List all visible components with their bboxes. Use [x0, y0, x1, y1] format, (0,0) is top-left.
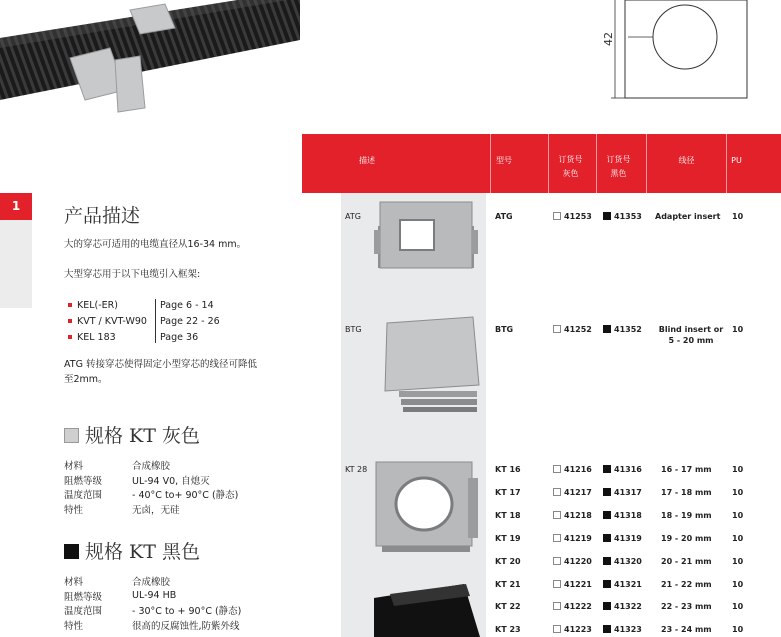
order-black-cell — [603, 534, 642, 543]
table-row — [341, 580, 781, 600]
black-checkbox-icon — [603, 602, 611, 610]
order-black-cell — [603, 625, 642, 634]
header-order-black — [596, 134, 640, 193]
corrugated-tube-photo — [0, 0, 300, 128]
spec-value: UL-94 HB — [132, 590, 177, 602]
pu-cell: 10 — [732, 511, 744, 520]
table-row — [341, 325, 781, 345]
order-grey-number: 41220 — [564, 557, 592, 566]
cable-cell: 22 - 23 mm — [661, 602, 712, 611]
spec-value: - 40°C to+ 90°C (静态) — [132, 490, 239, 502]
order-black-cell — [603, 325, 642, 334]
model-cell: KT 16 — [495, 465, 521, 474]
grey-square-icon — [64, 428, 79, 443]
order-grey-number: 41217 — [564, 488, 592, 497]
atg-note-line2: 至2mm。 — [64, 374, 108, 385]
spec-grey-title — [64, 421, 200, 448]
spec-value: UL-94 V0, 自熄灭 — [132, 475, 210, 487]
cable-cell: 20 - 21 mm — [661, 557, 712, 566]
header-description: 描述 — [359, 156, 375, 165]
order-black-cell — [603, 511, 642, 520]
order-black-number: 41322 — [614, 602, 642, 611]
spec-row — [64, 603, 241, 618]
page-reference: Page 22 - 26 — [160, 315, 220, 327]
list-item — [68, 297, 147, 313]
grey-checkbox-icon — [553, 580, 561, 588]
model-cell: KT 18 — [495, 511, 521, 520]
spec-value: 很高的反腐蚀性,防紫外线 — [132, 620, 240, 632]
spec-row — [64, 574, 241, 589]
frame-name: KEL(-ER) — [77, 299, 118, 311]
black-checkbox-icon — [603, 511, 611, 519]
pu-cell: 10 — [732, 534, 744, 543]
bullet-icon — [68, 319, 72, 323]
order-grey-cell — [553, 511, 592, 520]
black-checkbox-icon — [603, 557, 611, 565]
order-black-cell — [603, 465, 642, 474]
order-grey-cell — [553, 325, 592, 334]
pu-cell: 10 — [732, 557, 744, 566]
header-cable: 线径 — [646, 134, 726, 193]
table-header — [302, 134, 781, 193]
model-cell: KT 17 — [495, 488, 521, 497]
section-number-tab: 1 — [0, 193, 32, 220]
model-cell: KT 21 — [495, 580, 521, 589]
spec-black-title — [64, 537, 200, 564]
order-black-number: 41321 — [614, 580, 642, 589]
spec-key: 特性 — [64, 620, 84, 632]
black-checkbox-icon — [603, 212, 611, 220]
spec-value: - 30°C to + 90°C (静态) — [132, 606, 242, 618]
spec-key: 材料 — [64, 577, 84, 589]
order-black-number: 41317 — [614, 488, 642, 497]
bullet-icon — [68, 335, 72, 339]
spec-row — [64, 458, 238, 473]
table-row — [341, 625, 781, 637]
spec-grey-title-text: 规格 KT 灰色 — [85, 425, 200, 447]
pu-cell: 10 — [732, 602, 744, 611]
table-row — [341, 557, 781, 577]
description-line2: 大型穿芯用于以下电缆引入框架: — [64, 269, 201, 280]
grey-checkbox-icon — [553, 625, 561, 633]
bullet-icon — [68, 303, 72, 307]
order-black-number: 41318 — [614, 511, 642, 520]
spec-key: 阻燃等级 — [64, 591, 103, 603]
order-black-cell — [603, 602, 642, 611]
header-order-black-line2: 黑色 — [610, 169, 627, 178]
cable-cell: 16 - 17 mm — [661, 465, 712, 474]
order-grey-cell — [553, 580, 592, 589]
grey-checkbox-icon — [553, 511, 561, 519]
grey-checkbox-icon — [553, 557, 561, 565]
grey-checkbox-icon — [553, 488, 561, 496]
spec-grey-table — [64, 458, 238, 516]
product-label: ATG — [345, 212, 361, 221]
grey-checkbox-icon — [553, 534, 561, 542]
order-grey-number: 41252 — [564, 325, 592, 334]
black-checkbox-icon — [603, 465, 611, 473]
spec-key: 材料 — [64, 461, 84, 473]
table-row — [341, 488, 781, 508]
model-cell: KT 20 — [495, 557, 521, 566]
pu-cell: 10 — [732, 580, 744, 589]
black-checkbox-icon — [603, 580, 611, 588]
list-item — [68, 313, 147, 329]
header-order-black-line1: 订货号 — [606, 155, 631, 164]
pu-cell: 10 — [732, 465, 744, 474]
pu-cell: 10 — [732, 325, 744, 334]
order-grey-number: 41253 — [564, 212, 592, 221]
cable-cell: 18 - 19 mm — [661, 511, 712, 520]
spec-key: 阻燃等级 — [64, 475, 103, 487]
pu-cell: 10 — [732, 625, 744, 634]
page-reference: Page 6 - 14 — [160, 299, 214, 311]
black-checkbox-icon — [603, 488, 611, 496]
black-checkbox-icon — [603, 534, 611, 542]
pu-cell: 10 — [732, 212, 744, 221]
header-order-grey — [548, 134, 592, 193]
cable-cell: 19 - 20 mm — [661, 534, 712, 543]
spec-row — [64, 473, 238, 488]
header-model: 型号 — [490, 134, 540, 193]
order-grey-cell — [553, 625, 592, 634]
grey-checkbox-icon — [553, 602, 561, 610]
product-label: BTG — [345, 325, 362, 334]
list-item — [68, 329, 147, 345]
order-grey-cell — [553, 557, 592, 566]
spec-key: 温度范围 — [64, 606, 103, 618]
header-order-grey-line2: 灰色 — [562, 169, 579, 178]
spec-row — [64, 589, 241, 604]
table-row — [341, 465, 781, 485]
table-row — [341, 511, 781, 531]
cable-cell: 17 - 18 mm — [661, 488, 712, 497]
cable-cell: 21 - 22 mm — [661, 580, 712, 589]
order-black-number: 41323 — [614, 625, 642, 634]
order-black-cell — [603, 557, 642, 566]
spec-value: 合成橡胶 — [132, 461, 171, 473]
spec-value: 无卤，无硅 — [132, 504, 180, 516]
black-checkbox-icon — [603, 325, 611, 333]
order-black-cell — [603, 488, 642, 497]
order-black-number: 41320 — [614, 557, 642, 566]
cable-line2: 5 - 20 mm — [668, 336, 714, 345]
frame-pages — [160, 297, 220, 345]
model-cell: BTG — [495, 325, 514, 334]
order-grey-number: 41223 — [564, 625, 592, 634]
table-row — [341, 534, 781, 554]
spec-black-title-text: 规格 KT 黑色 — [85, 541, 200, 563]
model-cell: KT 19 — [495, 534, 521, 543]
spec-black-table — [64, 574, 241, 632]
model-cell: KT 22 — [495, 602, 521, 611]
order-black-number: 41319 — [614, 534, 642, 543]
order-grey-number: 41222 — [564, 602, 592, 611]
black-square-icon — [64, 544, 79, 559]
black-checkbox-icon — [603, 625, 611, 633]
order-grey-cell — [553, 212, 592, 221]
pu-cell: 10 — [732, 488, 744, 497]
spec-row — [64, 502, 238, 517]
order-grey-number: 41219 — [564, 534, 592, 543]
spec-key: 温度范围 — [64, 490, 103, 502]
description-title: 产品描述 — [64, 205, 141, 227]
page-reference: Page 36 — [160, 331, 199, 343]
list-divider — [155, 299, 156, 343]
section-side-bar — [0, 220, 32, 308]
order-grey-cell — [553, 602, 592, 611]
order-black-cell — [603, 212, 642, 221]
cable-cell — [655, 325, 727, 345]
table-row — [341, 602, 781, 622]
header-pu: PU — [726, 134, 746, 193]
order-grey-cell — [553, 534, 592, 543]
grey-checkbox-icon — [553, 465, 561, 473]
spec-row — [64, 618, 241, 633]
order-black-number: 41316 — [614, 465, 642, 474]
description-line1: 大的穿芯可适用的电缆直径从16-34 mm。 — [64, 239, 247, 250]
frame-list — [68, 297, 147, 345]
frame-name: KEL 183 — [77, 331, 116, 343]
cable-line1: Blind insert or — [658, 325, 724, 334]
dimension-drawing — [590, 0, 760, 110]
order-black-cell — [603, 580, 642, 589]
order-grey-cell — [553, 465, 592, 474]
model-cell: KT 23 — [495, 625, 521, 634]
order-grey-cell — [553, 488, 592, 497]
header-order-grey-line1: 订货号 — [558, 155, 583, 164]
grey-checkbox-icon — [553, 212, 561, 220]
order-grey-number: 41216 — [564, 465, 592, 474]
spec-key: 特性 — [64, 504, 84, 516]
table-row — [341, 212, 781, 232]
model-cell: ATG — [495, 212, 513, 221]
product-label: KT 28 — [345, 465, 368, 474]
grey-checkbox-icon — [553, 325, 561, 333]
atg-note-line1: ATG 转接穿芯使得固定小型穿芯的线径可降低 — [64, 359, 257, 370]
spec-value: 合成橡胶 — [132, 577, 171, 589]
order-black-number: 41353 — [614, 212, 642, 221]
spec-row — [64, 487, 238, 502]
frame-name: KVT / KVT-W90 — [77, 315, 147, 327]
cable-cell: 23 - 24 mm — [661, 625, 712, 634]
order-grey-number: 41218 — [564, 511, 592, 520]
cable-cell: Adapter insert — [655, 212, 721, 221]
order-grey-number: 41221 — [564, 580, 592, 589]
order-black-number: 41352 — [614, 325, 642, 334]
dimension-label: 42 — [602, 32, 615, 46]
